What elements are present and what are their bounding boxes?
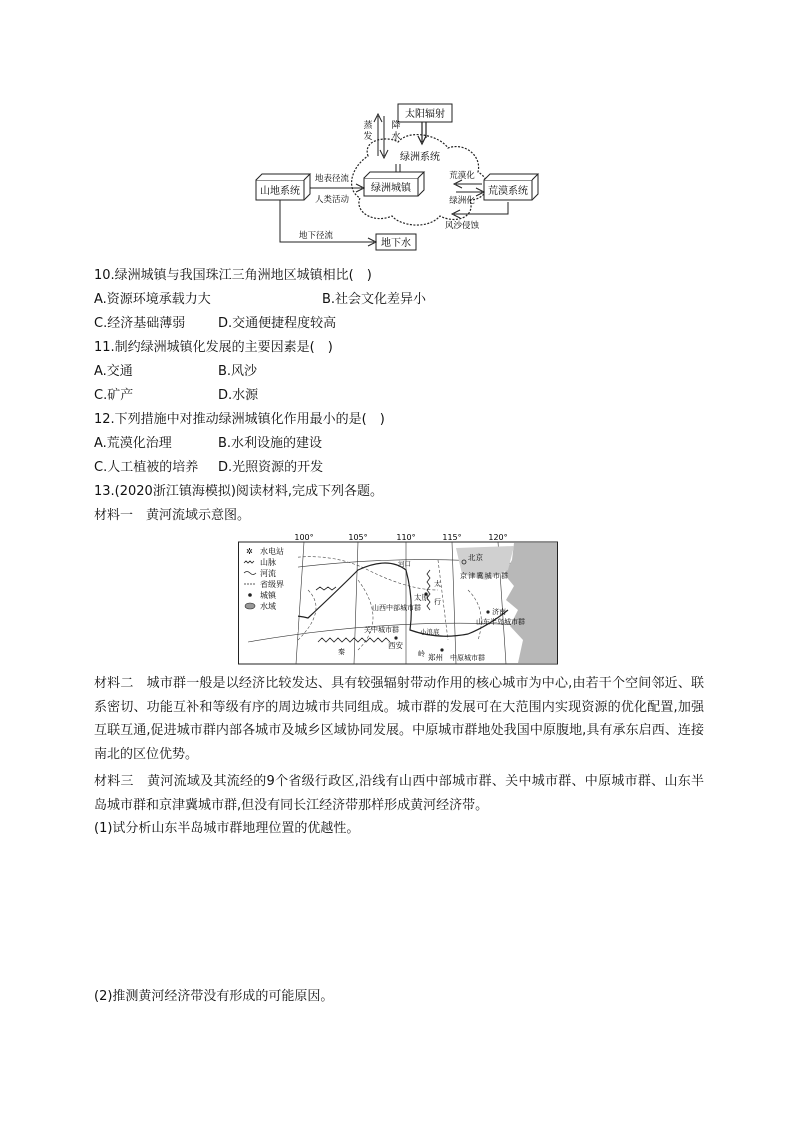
q11-options-row2 bbox=[94, 384, 258, 407]
label-zhengzhou: 郑州 bbox=[428, 653, 443, 662]
q12-stem: 12.下列措施中对推动绿洲城镇化作用最小的是( ) bbox=[94, 412, 385, 427]
oasis-town-label: 绿洲城镇 bbox=[371, 183, 411, 194]
underground-runoff-label: 地下径流 bbox=[298, 231, 334, 241]
q11-option-d[interactable]: D.水源 bbox=[218, 388, 259, 403]
q10-options-row1 bbox=[94, 288, 426, 311]
q13-sub2: (2)推测黄河经济带没有形成的可能原因。 bbox=[94, 989, 334, 1004]
evaporation-label: 蒸发 bbox=[363, 121, 373, 142]
lon-105: 105° bbox=[348, 533, 368, 542]
label-shandong: 山东半岛城市群 bbox=[476, 618, 525, 626]
q12-option-a[interactable]: A.荒漠化治理 bbox=[94, 436, 172, 451]
q13-material1: 材料一 黄河流域示意图。 bbox=[94, 508, 251, 523]
mountain-label: 山地系统 bbox=[260, 186, 300, 197]
label-guanzhong: 关中城市群 bbox=[364, 626, 399, 634]
label-zhongyuan: 中原城市群 bbox=[450, 654, 485, 662]
label-qin: 秦 bbox=[338, 648, 345, 656]
legend-water: 水域 bbox=[260, 602, 276, 611]
surface-runoff-label: 地表径流 bbox=[314, 174, 350, 184]
q10-option-c[interactable]: C.经济基础薄弱 bbox=[94, 316, 186, 331]
precipitation-arrow bbox=[380, 116, 388, 158]
legend-mountain: 山脉 bbox=[260, 558, 276, 567]
label-shanxi-central: 山西中部城市群 bbox=[372, 604, 421, 612]
q13-sub1: (1)试分析山东半岛城市群地理位置的优越性。 bbox=[94, 821, 360, 836]
lon-115: 115° bbox=[442, 533, 462, 542]
label-beijing: 北京 bbox=[468, 553, 483, 562]
hydropower-icon: ✲ bbox=[246, 547, 253, 556]
q10-options-row2 bbox=[94, 312, 336, 335]
lon-100: 100° bbox=[294, 533, 314, 542]
q12-option-b[interactable]: B.水利设施的建设 bbox=[218, 436, 323, 451]
label-tai: 太 bbox=[434, 580, 441, 588]
q11-option-a[interactable]: A.交通 bbox=[94, 364, 133, 379]
label-hekou: 河口 bbox=[398, 560, 411, 568]
town-icon bbox=[248, 593, 252, 597]
legend-boundary: 省级界 bbox=[260, 580, 284, 589]
oasis-system-diagram bbox=[250, 98, 550, 258]
label-jingjinji: 京津冀城市群 bbox=[460, 572, 508, 580]
desertification-label: 荒漠化 bbox=[449, 171, 475, 181]
q13-stem: 13.(2020浙江镇海模拟)阅读材料,完成下列各题。 bbox=[94, 484, 384, 499]
label-hang: 行 bbox=[434, 598, 441, 606]
q10-option-b[interactable]: B.社会文化差异小 bbox=[322, 292, 427, 307]
q13-material3: 材料三 黄河流域及其流经的9个省级行政区,沿线有山西中部城市群、关中城市群、中原城市群、山东半岛城市群和京津冀城市群,但没有同长江经济带那样形成黄河经济带。 bbox=[94, 774, 704, 813]
q11-option-c[interactable]: C.矿产 bbox=[94, 388, 134, 403]
legend-hydro: 水电站 bbox=[260, 547, 284, 556]
label-ling: 岭 bbox=[418, 650, 425, 658]
oasis-system-label: 绿洲系统 bbox=[400, 152, 440, 163]
q11-option-b[interactable]: B.风沙 bbox=[218, 364, 258, 379]
q11-stem: 11.制约绿洲城镇化发展的主要因素是( ) bbox=[94, 340, 333, 355]
legend-town: 城镇 bbox=[260, 591, 276, 600]
q12-options-row1 bbox=[94, 432, 322, 455]
wind-erosion-label: 风沙侵蚀 bbox=[444, 221, 480, 231]
sun-label: 太阳辐射 bbox=[405, 109, 445, 120]
q12-option-d[interactable]: D.光照资源的开发 bbox=[218, 460, 324, 475]
q10-option-d[interactable]: D.交通便捷程度较高 bbox=[218, 316, 337, 331]
label-xiaolangdi: 小浪底 bbox=[420, 628, 440, 636]
q10-stem: 10.绿洲城镇与我国珠江三角洲地区城镇相比( ) bbox=[94, 268, 372, 283]
yellow-river-map bbox=[238, 530, 558, 665]
lon-120: 120° bbox=[488, 533, 508, 542]
q10-option-a[interactable]: A.资源环境承载力大 bbox=[94, 292, 211, 307]
label-xian: 西安 bbox=[388, 641, 403, 650]
q13-material2: 材料二 城市群一般是以经济比较发达、具有较强辐射带动作用的核心城市为中心,由若干个空间邻近、联系密切、功能互补和等级有序的周边城市共同组成。城市群的发展可在大范围内实现资源的优化配置,加强互联互通,促进城市群内部各城市及城乡区域协同发展。中原城市群地处我国中原腹地,具有承东启西、连接南北的区位优势。 bbox=[94, 676, 704, 762]
legend-river: 河流 bbox=[260, 569, 276, 578]
precipitation-label: 降水 bbox=[391, 121, 401, 142]
desert-label: 荒漠系统 bbox=[488, 186, 528, 197]
q11-options-row1 bbox=[94, 360, 257, 383]
q12-options-row2 bbox=[94, 456, 323, 479]
lon-110: 110° bbox=[396, 533, 416, 542]
oasisification-label: 绿洲化 bbox=[449, 196, 475, 206]
human-activity-label: 人类活动 bbox=[314, 195, 350, 205]
label-jinan: 济南 bbox=[492, 608, 506, 616]
q12-option-c[interactable]: C.人工植被的培养 bbox=[94, 460, 199, 475]
water-icon bbox=[245, 603, 255, 609]
label-taiyuan: 太原 bbox=[414, 593, 429, 602]
groundwater-label: 地下水 bbox=[381, 238, 411, 249]
